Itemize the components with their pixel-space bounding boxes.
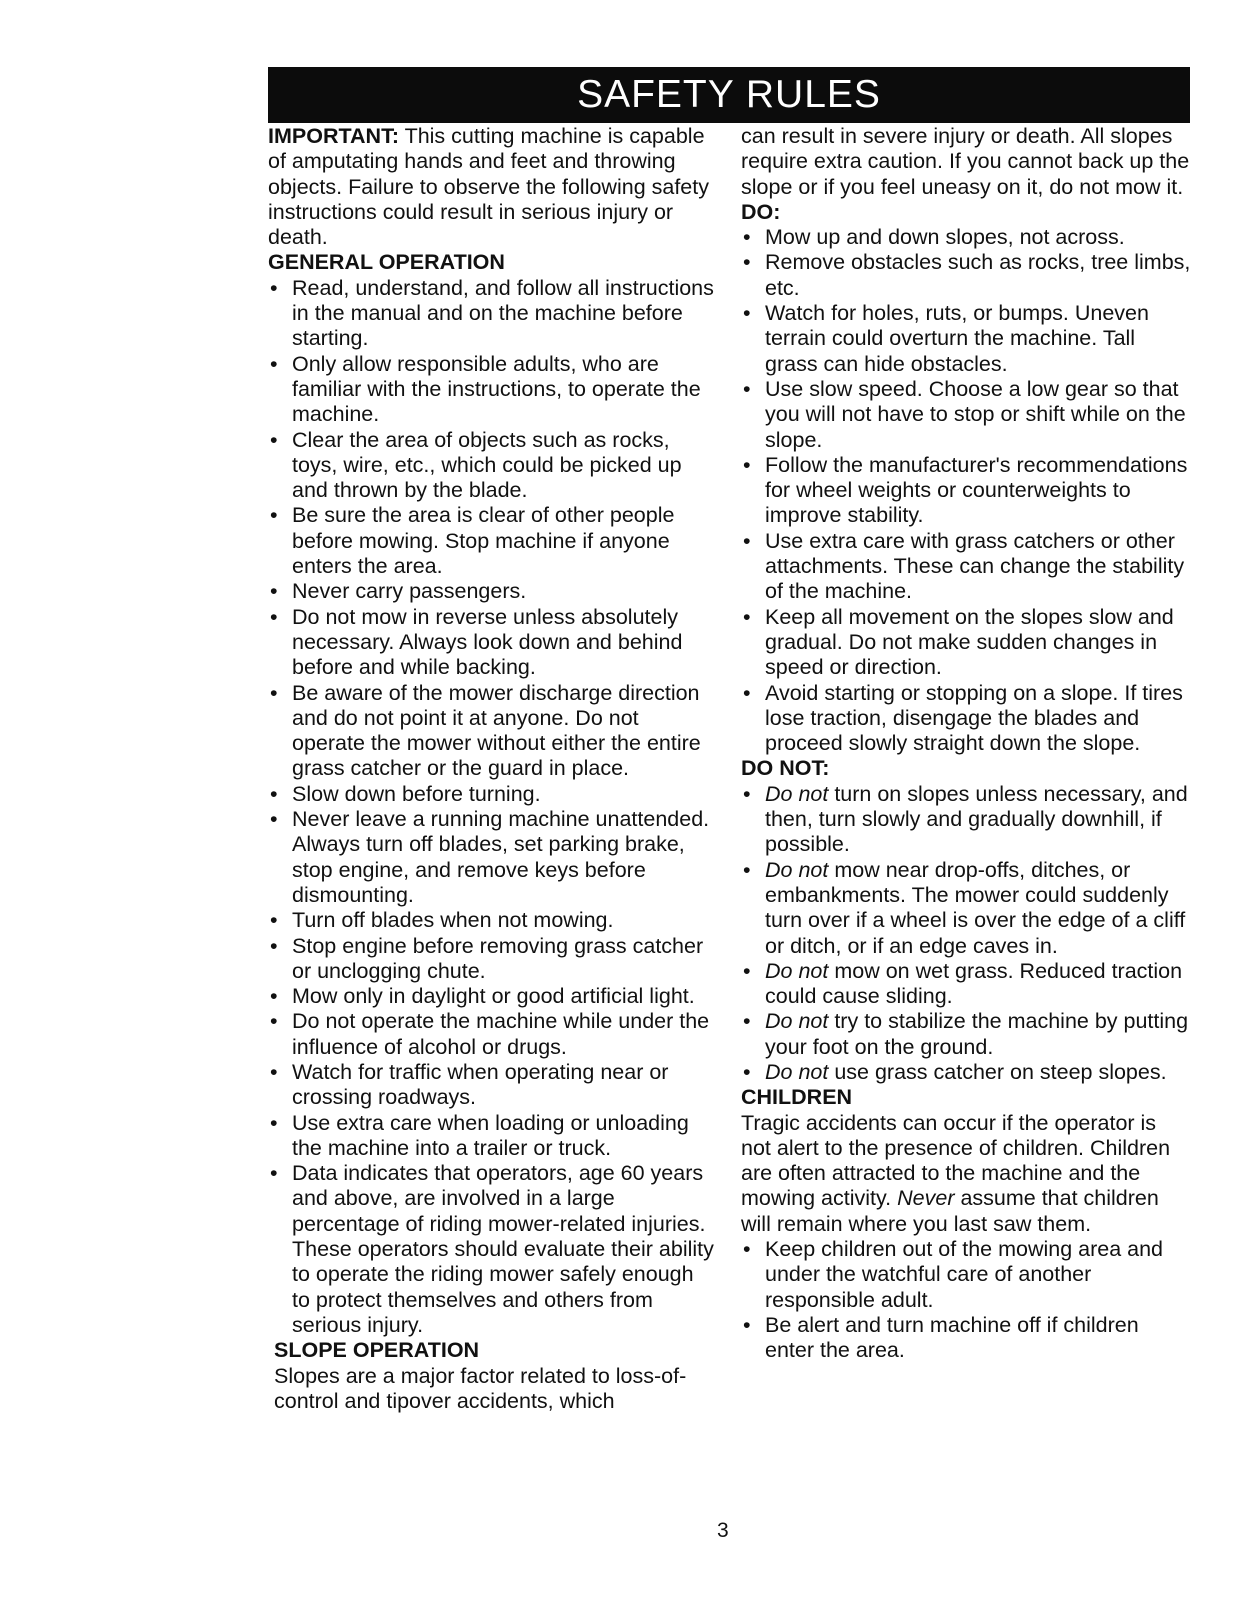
do-not-text: mow near drop-offs, ditches, or embankments. The mower could suddenly turn over if a wheel is over the edge of a cliff or ditch, or if an edge caves in.	[765, 857, 1186, 958]
do-not-text: turn on slopes unless necessary, and then, turn slowly and gradually downhill, if possible.	[765, 781, 1188, 857]
list-item: • Never leave a running machine unattended. Always turn off blades, set parking brake, stop engine, and remove keys before dismounting.	[268, 807, 716, 908]
children-text: Tragic accidents can occur if the operator is not alert to the presence of children. Children are often attracted to the machine and the mowing activity.	[741, 1110, 1171, 1211]
list-item	[741, 858, 1191, 959]
list-item: • Read, understand, and follow all instructions in the manual and on the machine before starting.	[268, 276, 716, 352]
do-not-text: use grass catcher on steep slopes.	[828, 1059, 1167, 1084]
children-text-end: assume that children will remain where you last saw them.	[741, 1186, 1159, 1236]
list-item: • Slow down before turning.	[268, 782, 716, 807]
list-item: • Data indicates that operators, age 60 years and above, are involved in a large percentage of riding mower-related injuries. These operators should evaluate their ability to operate the riding mower safely enough to protect themselves and others from serious injury.	[268, 1161, 716, 1338]
list-item: • Use extra care with grass catchers or other attachments. These can change the stability of the machine.	[741, 529, 1191, 605]
list-item: • Use slow speed. Choose a low gear so that you will not have to stop or shift while on the slope.	[741, 377, 1191, 453]
general-operation-heading: GENERAL OPERATION	[268, 250, 505, 275]
do-not-lead: Do not	[765, 958, 829, 983]
list-item: • Be sure the area is clear of other people before mowing. Stop machine if anyone enters the area.	[268, 503, 716, 579]
list-item: • Do not mow in reverse unless absolutely necessary. Always look down and behind before and while backing.	[268, 605, 716, 681]
slope-continued-text: can result in severe injury or death. All slopes require extra caution. If you cannot back up the slope or if you feel uneasy on it, do not mow it.	[741, 124, 1190, 199]
left-column	[268, 124, 716, 1414]
list-item: • Only allow responsible adults, who are familiar with the instructions, to operate the machine.	[268, 352, 716, 428]
do-not-text: mow on wet grass. Reduced traction could cause sliding.	[765, 958, 1183, 1009]
list-item: • Be alert and turn machine off if children enter the area.	[741, 1313, 1191, 1364]
children-paragraph	[741, 1111, 1191, 1237]
list-item: • Watch for holes, ruts, or bumps. Uneven terrain could overturn the machine. Tall grass can hide obstacles.	[741, 301, 1191, 377]
do-not-text: try to stabilize the machine by putting your foot on the ground.	[765, 1009, 1189, 1059]
list-item: • Use extra care when loading or unloading the machine into a trailer or truck.	[268, 1111, 716, 1162]
banner-title: SAFETY RULES	[577, 73, 881, 116]
children-emphasis: Never	[897, 1186, 955, 1211]
list-item: • Watch for traffic when operating near or crossing roadways.	[268, 1060, 716, 1111]
list-item: • Avoid starting or stopping on a slope. If tires lose traction, disengage the blades and proceed slowly straight down the slope.	[741, 681, 1191, 757]
list-item: • Mow only in daylight or good artificial light.	[268, 984, 716, 1009]
children-heading: CHILDREN	[741, 1085, 853, 1110]
do-list	[741, 225, 1191, 756]
list-item	[741, 1060, 1191, 1085]
page-number: 3	[717, 1519, 729, 1542]
general-operation-list	[268, 276, 716, 1338]
do-not-lead: Do not	[765, 781, 829, 806]
do-not-heading: DO NOT:	[741, 756, 830, 781]
do-heading: DO:	[741, 199, 781, 224]
list-item: • Remove obstacles such as rocks, tree limbs, etc.	[741, 250, 1191, 301]
list-item: • Keep all movement on the slopes slow and gradual. Do not make sudden changes in speed or direction.	[741, 605, 1191, 681]
do-not-lead: Do not	[765, 1009, 829, 1034]
list-item: • Stop engine before removing grass catcher or unclogging chute.	[268, 934, 716, 985]
safety-rules-banner	[268, 67, 1190, 123]
list-item: • Turn off blades when not mowing.	[268, 908, 716, 933]
do-not-lead: Do not	[765, 1059, 829, 1084]
intro-text: This cutting machine is capable of amputating hands and feet and throwing objects. Failure to observe the following safety instructions could result in serious injury or death.	[268, 124, 709, 250]
do-not-list	[741, 782, 1191, 1086]
list-item: • Do not operate the machine while under the influence of alcohol or drugs.	[268, 1009, 716, 1060]
list-item: • Keep children out of the mowing area and under the watchful care of another responsible adult.	[741, 1237, 1191, 1313]
list-item	[741, 782, 1191, 858]
slope-intro-text: Slopes are a major factor related to loss-of-control and tipover accidents, which	[274, 1363, 687, 1413]
right-column	[741, 124, 1191, 1364]
intro-paragraph	[268, 124, 716, 250]
list-item: • Clear the area of objects such as rocks, toys, wire, etc., which could be picked up and thrown by the blade.	[268, 428, 716, 504]
list-item	[741, 959, 1191, 1010]
children-list	[741, 1237, 1191, 1363]
slope-operation-heading: SLOPE OPERATION	[274, 1338, 480, 1363]
list-item: • Mow up and down slopes, not across.	[741, 225, 1191, 250]
list-item: • Never carry passengers.	[268, 579, 716, 604]
list-item: • Follow the manufacturer's recommendations for wheel weights or counterweights to improve stability.	[741, 453, 1191, 529]
list-item: • Be aware of the mower discharge direction and do not point it at anyone. Do not operate the mower without either the entire grass catcher or the guard in place.	[268, 681, 716, 782]
do-not-lead: Do not	[765, 857, 829, 882]
list-item	[741, 1009, 1191, 1060]
important-label: IMPORTANT:	[268, 124, 399, 148]
